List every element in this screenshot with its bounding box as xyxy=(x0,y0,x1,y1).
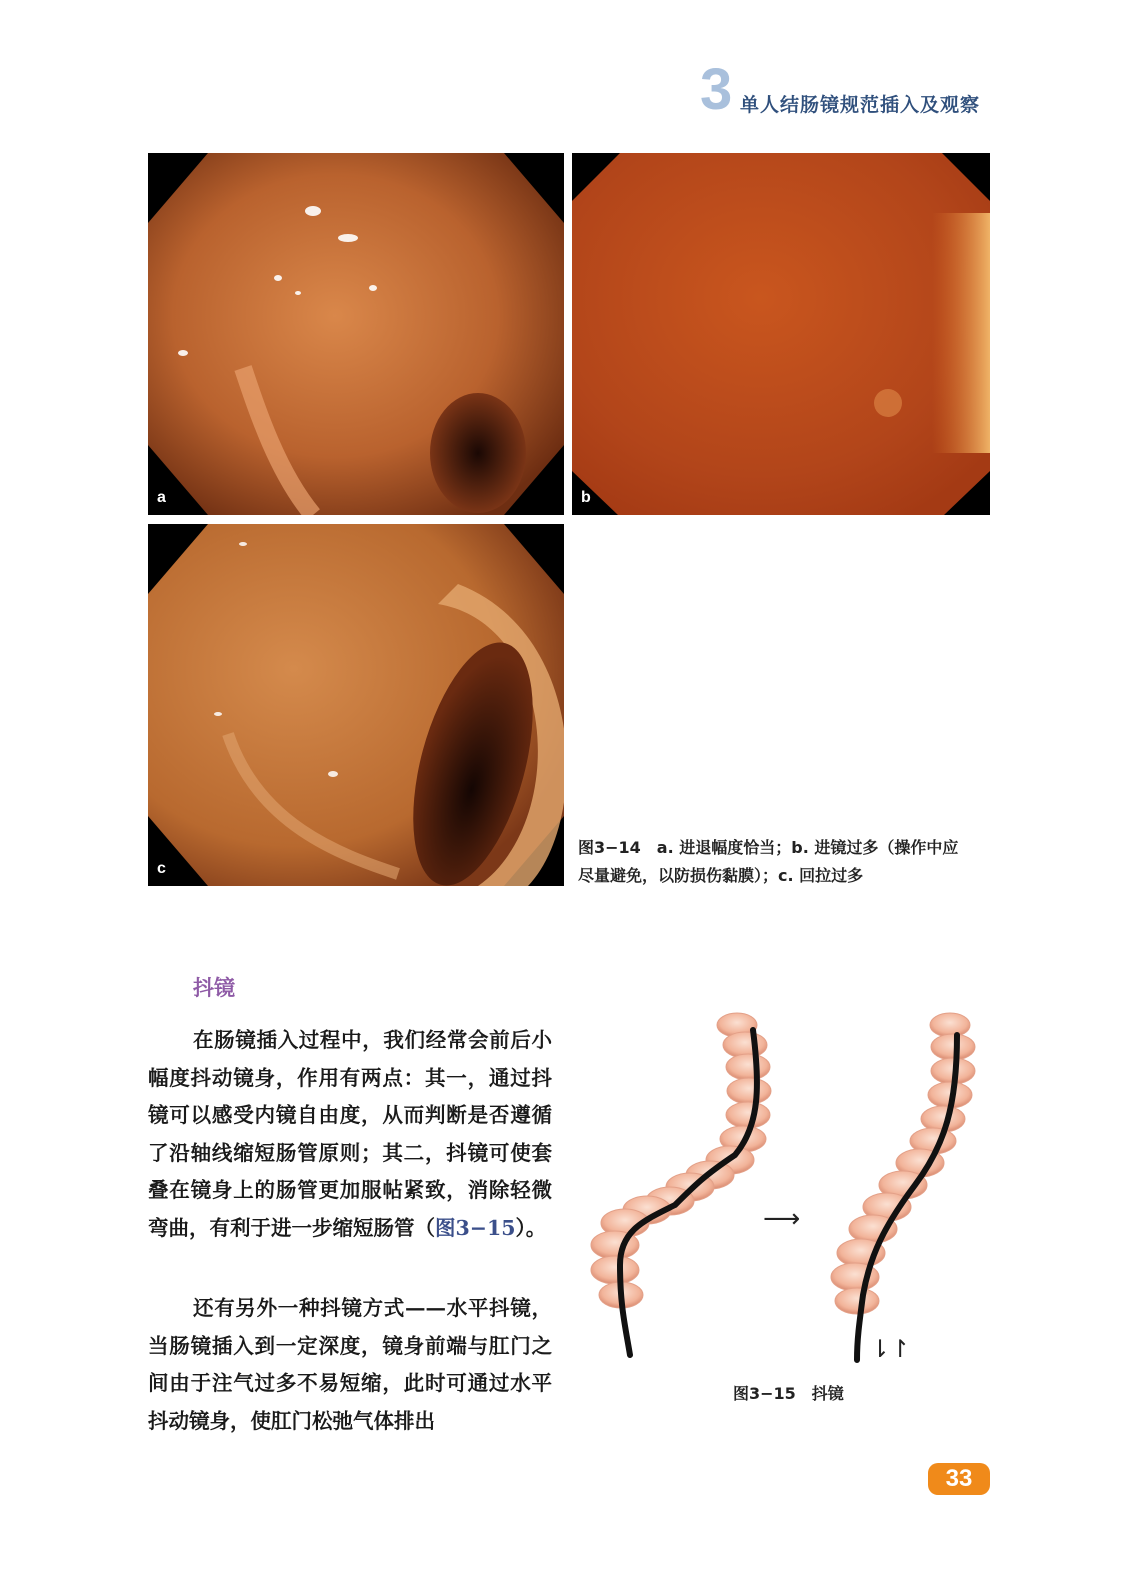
panel-label-a: a xyxy=(157,489,166,506)
endoscopy-photo-b xyxy=(572,153,990,515)
chapter-header xyxy=(700,57,1000,122)
panel-label-b: b xyxy=(581,489,591,506)
paragraph-2: 还有另外一种抖镜方式——水平抖镜，当肠镜插入到一定深度，镜身前端与肛门之间由于注气过多不易短缩，此时可通过水平抖动镜身，使肛门松弛气体排出 xyxy=(148,1296,552,1433)
page-number-badge: 33 xyxy=(928,1463,990,1495)
figure-caption-3-15: 图3−15 抖镜 xyxy=(733,1384,844,1403)
push-pull-arrows: ⇂↾ xyxy=(870,1335,911,1363)
panel-label-c: c xyxy=(157,860,166,877)
transition-arrow: ⟶ xyxy=(763,1204,801,1234)
paragraph-1-text: 在肠镜插入过程中，我们经常会前后小幅度抖动镜身，作用有两点：其一，通过抖镜可以感受内镜自由度，从而判断是否遵循了沿轴线缩短肠管原则；其二，抖镜可使套叠在镜身上的肠管更加服帖紧致，消除轻微弯曲，有利于进一步缩短肠管（ xyxy=(148,1028,552,1240)
caption-line-2: 尽量避免，以防损伤黏膜）；c. 回拉过多 xyxy=(578,866,864,885)
section-heading: 抖镜 xyxy=(193,976,235,1000)
colonoscope-shaking-diagram xyxy=(585,1005,995,1375)
endoscopy-photo-a xyxy=(148,153,564,515)
figure-reference-link[interactable]: 图3−15 xyxy=(435,1215,516,1240)
chapter-title: 单人结肠镜规范插入及观察 xyxy=(740,94,981,116)
paragraph-1 xyxy=(148,1022,552,1247)
figure-caption-3-14 xyxy=(578,834,994,890)
paragraph-1-end: ）。 xyxy=(515,1215,547,1240)
endoscopy-photo-c xyxy=(148,524,564,886)
caption-line-1: 图3−14 a. 进退幅度恰当；b. 进镜过多（操作中应 xyxy=(578,838,959,857)
colon-right xyxy=(831,1013,975,1314)
chapter-number: 3 xyxy=(700,57,733,122)
